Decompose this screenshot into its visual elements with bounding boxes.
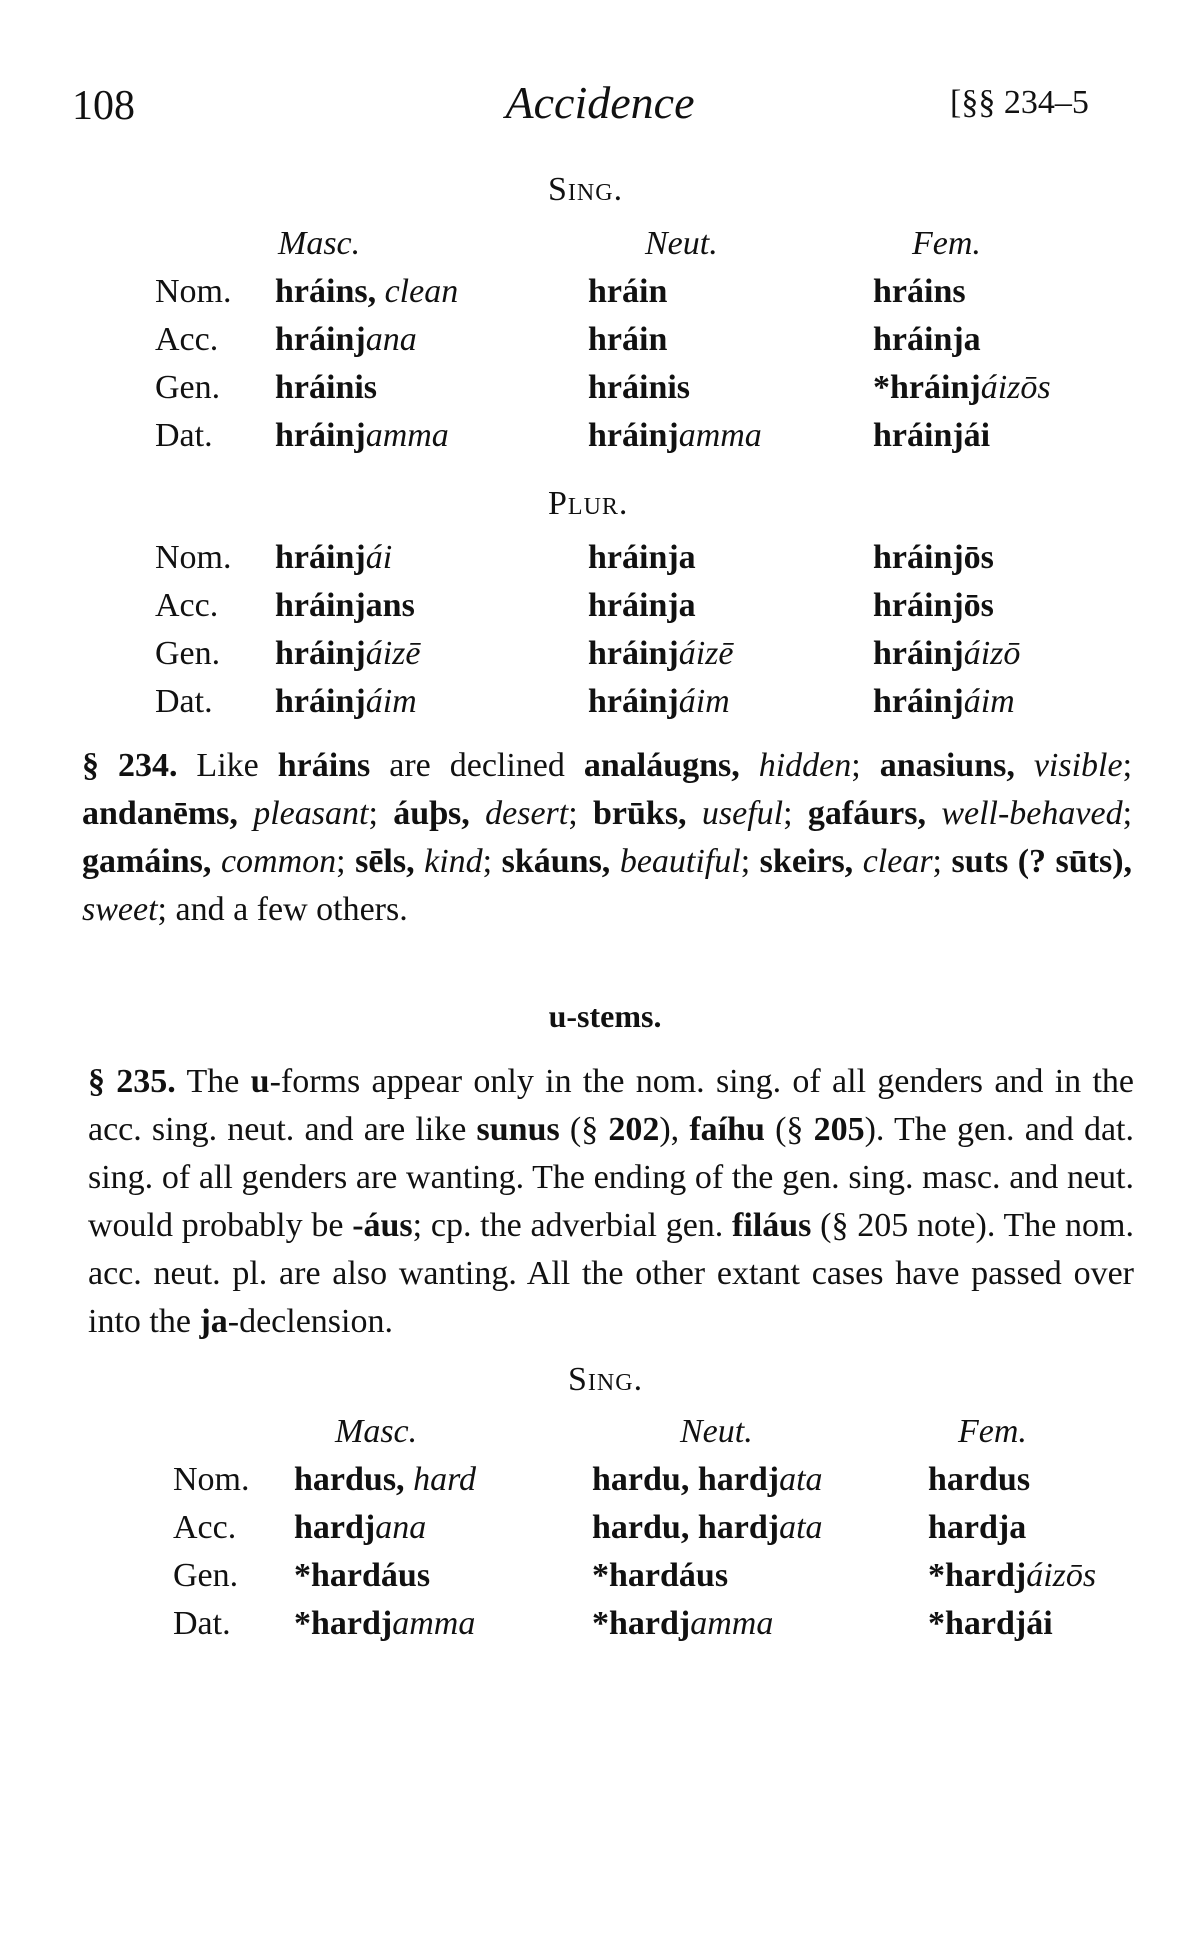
ending-italic: ata — [779, 1509, 823, 1546]
paragraph-234 — [82, 742, 1132, 934]
form-bold: hardu, hardj — [592, 1461, 780, 1498]
case-label: Acc. — [155, 321, 219, 358]
gender-neut: Neut. — [680, 1413, 753, 1450]
text-run: ). The gen. and dat. sing. of all genders are wanting. The ending of the gen. sing. masc. and neut. would probably be — [88, 1111, 1134, 1244]
text-run — [926, 795, 941, 832]
ending-italic: ana — [375, 1509, 427, 1546]
gothic-word: 202 — [608, 1111, 660, 1148]
gloss: well-behaved — [941, 795, 1123, 832]
masc-form — [275, 678, 570, 726]
form-bold: *hardáus — [294, 1557, 431, 1594]
gothic-word: skeirs, — [759, 843, 854, 880]
gothic-word: faíhu — [689, 1111, 765, 1148]
declension-table-hardus-sing — [0, 1408, 1200, 1648]
text-run: ), — [659, 1111, 690, 1148]
text-run: ; — [336, 843, 356, 880]
gloss: visible — [1033, 747, 1123, 784]
form-bold: hráinj — [275, 539, 366, 576]
gender-masc: Masc. — [278, 225, 361, 262]
form-bold: hardus — [928, 1461, 1031, 1498]
form-bold: hráinjōs — [873, 539, 994, 576]
ending-italic: áim — [365, 683, 417, 720]
form-bold: hráinj — [275, 683, 366, 720]
ending-italic: áizē — [678, 635, 734, 672]
gothic-word: andanēms, — [82, 795, 238, 832]
gloss: sweet — [82, 891, 158, 928]
form-bold: *hardjái — [928, 1605, 1053, 1642]
text-run — [415, 843, 425, 880]
text-run — [740, 747, 759, 784]
masc-form — [294, 1504, 574, 1552]
gloss: beautiful — [619, 843, 741, 880]
ending-italic: áizōs — [980, 369, 1051, 406]
form-bold: hráinja — [873, 321, 981, 358]
form-bold: hráinis — [275, 369, 378, 406]
case-label: Nom. — [155, 539, 232, 576]
gothic-word: filáus — [732, 1207, 812, 1244]
gothic-word: gamáins, — [82, 843, 212, 880]
gender-header-row — [0, 1408, 1200, 1456]
table-row — [0, 534, 1200, 582]
text-run: (§ 205 note). The nom. acc. neut. pl. are also wanting. All the other extant cases have passed over into the — [88, 1207, 1135, 1340]
fem-form — [873, 316, 981, 364]
text-run — [238, 795, 253, 832]
form-bold: hardja — [928, 1509, 1027, 1546]
neut-form — [588, 630, 855, 678]
plur-label: Plur. — [548, 485, 629, 522]
table-row — [0, 630, 1200, 678]
form-bold: hráinj — [275, 321, 366, 358]
gothic-word: § 234. — [82, 747, 178, 784]
neut-form — [592, 1600, 910, 1648]
fem-form — [928, 1504, 1026, 1552]
form-bold: hráins — [873, 273, 966, 310]
ending-italic: amma — [690, 1605, 774, 1642]
gothic-word: sēls, — [355, 843, 415, 880]
ending-italic: ái — [365, 539, 393, 576]
gloss: desert — [485, 795, 569, 832]
masc-form — [275, 534, 570, 582]
gender-masc: Masc. — [335, 1413, 418, 1450]
gender-header-row — [0, 220, 1200, 268]
ending-italic: áim — [963, 683, 1015, 720]
table-row — [0, 678, 1200, 726]
ending-italic: ana — [365, 321, 417, 358]
text-run: ; — [1122, 747, 1133, 784]
masc-form — [294, 1456, 574, 1504]
ending-italic: áizē — [365, 635, 421, 672]
text-run: ; — [482, 843, 502, 880]
form-bold: hráin — [588, 321, 668, 358]
gothic-word: skáuns, — [501, 843, 611, 880]
text-run: ; — [932, 843, 952, 880]
text-run: ; — [568, 795, 593, 832]
neut-form — [592, 1456, 910, 1504]
masc-form — [275, 630, 570, 678]
fem-form — [873, 412, 990, 460]
gothic-word: gafáurs, — [807, 795, 926, 832]
text-run — [687, 795, 702, 832]
sing-label: Sing. — [548, 171, 624, 208]
text-run: -forms appear only in the nom. sing. of all genders and in the acc. sing. neut. and are like — [88, 1063, 1134, 1148]
text-run — [470, 795, 485, 832]
neut-form — [592, 1552, 910, 1600]
fem-form — [873, 364, 1051, 412]
ending-italic: hard — [413, 1461, 477, 1498]
text-run: (§ — [559, 1111, 609, 1148]
form-bold: hardj — [294, 1509, 376, 1546]
form-bold: hráinja — [588, 539, 696, 576]
case-label: Dat. — [155, 683, 213, 720]
masc-form — [275, 268, 570, 316]
page-number: 108 — [72, 83, 135, 129]
text-run: Like — [177, 747, 278, 784]
gloss: hidden — [758, 747, 852, 784]
form-bold: hráin — [588, 273, 668, 310]
gender-fem: Fem. — [912, 225, 981, 262]
form-bold: hráinis — [588, 369, 691, 406]
masc-form — [275, 412, 570, 460]
gloss: useful — [701, 795, 784, 832]
form-bold: hráinj — [275, 635, 366, 672]
table-row — [0, 268, 1200, 316]
ending-italic: áizōs — [1026, 1557, 1097, 1594]
masc-form — [275, 582, 570, 630]
text-run: -declension. — [227, 1303, 393, 1340]
gothic-word: analáugns, — [583, 747, 740, 784]
form-bold: hráinj — [588, 635, 679, 672]
form-bold: hráinjans — [275, 587, 415, 624]
fem-form — [873, 268, 966, 316]
text-run: ; and a few others. — [157, 891, 408, 928]
table-row — [0, 1552, 1200, 1600]
masc-form — [275, 316, 570, 364]
ending-italic: amma — [678, 417, 762, 454]
form-bold: hráinja — [588, 587, 696, 624]
declension-table-hrains-plur — [0, 534, 1200, 726]
case-label: Acc. — [173, 1509, 237, 1546]
gender-neut: Neut. — [645, 225, 718, 262]
fem-form — [928, 1600, 1053, 1648]
gender-fem: Fem. — [958, 1413, 1027, 1450]
form-bold: hardus, — [294, 1461, 414, 1498]
case-label: Dat. — [173, 1605, 231, 1642]
neut-form — [588, 582, 855, 630]
text-run: ; — [368, 795, 394, 832]
neut-form — [588, 364, 855, 412]
gothic-word: suts (? sūts), — [951, 843, 1133, 880]
text-run — [610, 843, 620, 880]
fem-form — [873, 630, 1020, 678]
form-bold: hardu, hardj — [592, 1509, 780, 1546]
form-bold: *hráinj — [873, 369, 981, 406]
gothic-word: áuþs, — [393, 795, 470, 832]
table-row — [0, 364, 1200, 412]
form-bold: hráinj — [588, 417, 679, 454]
text-run: ; — [740, 843, 760, 880]
text-run — [1015, 747, 1034, 784]
gloss: kind — [424, 843, 483, 880]
neut-form — [588, 412, 855, 460]
text-run — [853, 843, 863, 880]
gothic-word: 205 — [813, 1111, 865, 1148]
table-row — [0, 1504, 1200, 1552]
ending-italic: clean — [384, 273, 459, 310]
table-row — [0, 1600, 1200, 1648]
neut-form — [588, 316, 855, 364]
masc-form — [294, 1552, 574, 1600]
masc-form — [294, 1600, 574, 1648]
case-label: Nom. — [155, 273, 232, 310]
case-label: Dat. — [155, 417, 213, 454]
text-run: ; — [1122, 795, 1133, 832]
ending-italic: áim — [678, 683, 730, 720]
gothic-word: -áus — [352, 1207, 413, 1244]
form-bold: hráinj — [588, 683, 679, 720]
table-row — [0, 1456, 1200, 1504]
case-label: Nom. — [173, 1461, 250, 1498]
case-label: Gen. — [155, 635, 221, 672]
gothic-word: u — [250, 1063, 270, 1100]
form-bold: hráinj — [873, 635, 964, 672]
case-label: Gen. — [155, 369, 221, 406]
case-label: Acc. — [155, 587, 219, 624]
form-bold: *hardj — [294, 1605, 393, 1642]
form-bold: hráinj — [275, 417, 366, 454]
running-title: Accidence — [505, 77, 695, 128]
gothic-word: § 235. — [88, 1063, 176, 1100]
text-run — [211, 843, 221, 880]
section-reference: [§§ 234–5 — [950, 84, 1089, 121]
form-bold: hráins, — [275, 273, 385, 310]
paragraph-235 — [88, 1058, 1134, 1346]
fem-form — [928, 1552, 1096, 1600]
table-row — [0, 582, 1200, 630]
text-run: are declined — [370, 747, 584, 784]
neut-form — [588, 678, 855, 726]
ending-italic: amma — [365, 417, 449, 454]
gloss: clear — [862, 843, 933, 880]
form-bold: hráinjái — [873, 417, 991, 454]
neut-form — [588, 534, 855, 582]
gothic-word: anasiuns, — [879, 747, 1015, 784]
form-bold: hráinj — [873, 683, 964, 720]
masc-form — [275, 364, 570, 412]
declension-table-hrains-sing — [0, 220, 1200, 460]
form-bold: *hardáus — [592, 1557, 729, 1594]
fem-form — [928, 1456, 1030, 1504]
case-label: Gen. — [173, 1557, 239, 1594]
gothic-word: hráins — [277, 747, 371, 784]
gloss: common — [220, 843, 337, 880]
text-run: ; cp. the adverbial gen. — [412, 1207, 733, 1244]
ending-italic: áizō — [963, 635, 1021, 672]
ending-italic: amma — [392, 1605, 476, 1642]
text-run: (§ — [764, 1111, 814, 1148]
text-run: ; — [851, 747, 880, 784]
gothic-word: ja — [199, 1303, 228, 1340]
fem-form — [873, 678, 1015, 726]
fem-form — [873, 582, 994, 630]
table-row — [0, 316, 1200, 364]
form-bold: *hardj — [592, 1605, 691, 1642]
neut-form — [592, 1504, 910, 1552]
text-run: The — [175, 1063, 251, 1100]
form-bold: *hardj — [928, 1557, 1027, 1594]
gloss: pleasant — [253, 795, 369, 832]
ending-italic: ata — [779, 1461, 823, 1498]
gothic-word: sunus — [476, 1111, 560, 1148]
fem-form — [873, 534, 994, 582]
neut-form — [588, 268, 855, 316]
form-bold: hráinjōs — [873, 587, 994, 624]
sing-label-2: Sing. — [568, 1361, 644, 1398]
gothic-word: brūks, — [593, 795, 687, 832]
table-row — [0, 412, 1200, 460]
text-run: ; — [783, 795, 808, 832]
section-heading-u-stems: u-stems. — [548, 998, 662, 1034]
